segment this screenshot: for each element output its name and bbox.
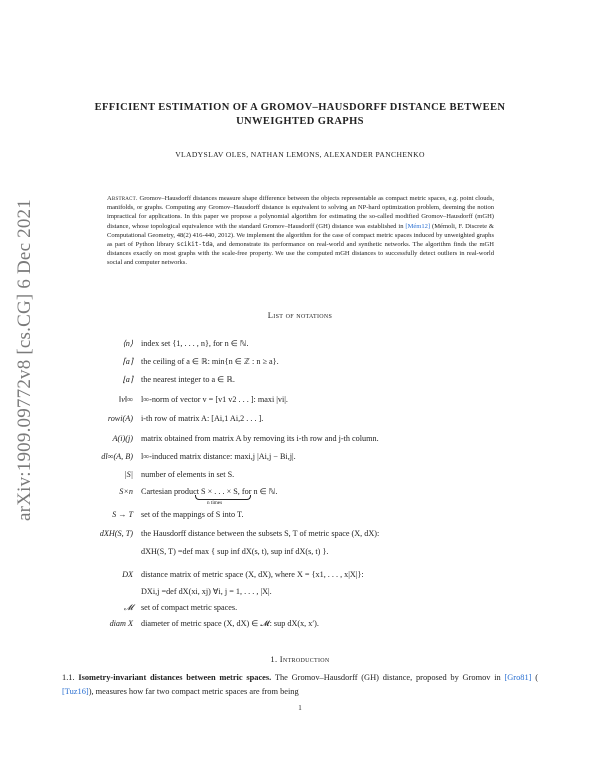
notation-row xyxy=(0,374,600,386)
notation-symbol: dXH(S, T) xyxy=(99,529,133,538)
notation-definition: diameter of metric space (X, dX) ∈ 𝓜: sup dX(x, x′). xyxy=(141,619,319,628)
notation-definition: the ceiling of a ∈ ℝ: min{n ∈ ℤ : n ≥ a}. xyxy=(141,357,279,366)
notation-definition: the Hausdorff distance between the subsets S, T of metric space (X, dX): xyxy=(141,529,380,538)
notation-symbol: ⌊a⌉ xyxy=(122,375,133,384)
notation-row xyxy=(0,451,600,463)
notation-row xyxy=(0,618,600,630)
notation-symbol: ⌈a⌉ xyxy=(122,357,133,366)
notation-definition: matrix obtained from matrix A by removing its i-th row and j-th column. xyxy=(141,434,379,443)
title-line-1: EFFICIENT ESTIMATION OF A GROMOV–HAUSDORFF DISTANCE BETWEEN xyxy=(94,102,506,113)
notation-definition: l∞-norm of vector v = [v1 v2 . . . ]: maxi |vi|. xyxy=(141,395,288,404)
notation-symbol: S×n xyxy=(119,487,133,496)
intro-text-1: The Gromov–Hausdorff (GH) distance, proposed by Gromov in xyxy=(271,673,505,682)
arxiv-identifier: arXiv:1909.09772v8 [cs.CG] 6 Dec 2021 xyxy=(14,199,35,521)
abstract-text-2: (Mémoli, F. Discrete & Computational Geometry, 48(2) 416-440, 2012). We implement the algorithm for the case of compact metric spaces induced by unweighted graphs as part of Python library xyxy=(107,222,494,249)
notation-symbol: ⟨n⟩ xyxy=(122,339,133,348)
notation-symbol: A(i)(j) xyxy=(112,434,133,443)
notation-symbol: diam X xyxy=(109,619,133,628)
notation-row xyxy=(0,413,600,425)
notation-definition: Cartesian product S × . . . × S, for n ∈ ℕ. xyxy=(141,487,278,496)
abstract-text-3: , and demonstrate its performance on real-world and synthetic networks. The algorithm finds the mGH distances exactly on most graphs with the scale-free property. We use the computed mGH distances to successfully detect outliers in real-world social and computer networks. xyxy=(107,241,494,267)
notation-row xyxy=(0,356,600,368)
abstract-text-1: Gromov–Hausdorff distances measure shape difference between the objects representable as compact metric spaces, e.g. point clouds, manifolds, or graphs. Computing any Gromov–Hausdorff distance is equivalent to solving an NP-hard optimization problem, deeming the notion impractical for applications. In this paper we propose a polynomial algorithm for estimating the so-called modified Gromov–Hausdorff (mGH) distance, whose topological equivalence with the standard Gromov–Hausdorff (GH) distance was established in xyxy=(107,195,494,230)
subsection-number: 1.1. xyxy=(62,673,79,682)
intro-paragraph xyxy=(62,671,538,698)
notation-row xyxy=(0,486,600,506)
notations-heading: List of notations xyxy=(267,310,333,320)
notation-symbol: 𝓜 xyxy=(123,603,133,612)
notation-symbol: |S| xyxy=(124,470,133,479)
notation-symbol: rowi(A) xyxy=(107,414,133,423)
notation-row xyxy=(0,602,600,614)
notation-row xyxy=(0,586,600,598)
notation-definition: i-th row of matrix A: [Ai,1 Ai,2 . . . ]. xyxy=(141,414,264,423)
notation-definition: distance matrix of metric space (X, dX), where X = {x1, . . . , x|X|}: xyxy=(141,570,364,579)
notation-row xyxy=(0,569,600,581)
notation-symbol: ‖v‖∞ xyxy=(118,395,133,404)
notation-symbol: dl∞(A, B) xyxy=(101,452,133,461)
notation-row xyxy=(0,546,600,558)
notation-definition: l∞-induced matrix distance: maxi,j |Ai,j − Bi,j|. xyxy=(141,452,296,461)
abstract-label: Abstract. xyxy=(107,195,138,202)
notation-definition: DXi,j =def dX(xi, xj) ∀i, j = 1, . . . , |X|. xyxy=(141,587,272,596)
notation-row xyxy=(0,433,600,445)
citation-tuz16[interactable]: [Tuz16] xyxy=(62,686,89,696)
library-name: scikit-tda xyxy=(176,241,213,249)
title-line-2: UNWEIGHTED GRAPHS xyxy=(236,116,364,127)
notation-row xyxy=(0,338,600,350)
page-number: 1 xyxy=(298,704,302,712)
paper-authors: VLADYSLAV OLES, NATHAN LEMONS, ALEXANDER PANCHENKO xyxy=(175,150,425,159)
notation-definition: set of compact metric spaces. xyxy=(141,603,238,612)
notation-row xyxy=(0,394,600,406)
intro-text-2: ( xyxy=(531,673,538,682)
intro-text-3: ), measures how far two compact metric spaces are from being xyxy=(88,686,299,696)
notation-row xyxy=(0,509,600,521)
subsection-title: Isometry-invariant distances between metric spaces. xyxy=(78,673,272,682)
notation-definition: the nearest integer to a ∈ ℝ. xyxy=(141,375,235,384)
notation-symbol: DX xyxy=(122,570,133,579)
notation-row xyxy=(0,469,600,481)
underbrace-label: n times xyxy=(207,500,223,506)
notation-definition: number of elements in set S. xyxy=(141,470,235,479)
notation-symbol: S → T xyxy=(112,510,133,519)
notation-row xyxy=(0,528,600,540)
citation-gro81[interactable]: [Gro81] xyxy=(504,673,532,682)
notation-definition: set of the mappings of S into T. xyxy=(141,510,244,519)
citation-mem12[interactable]: [Mém12] xyxy=(405,222,431,230)
section-heading: 1. Introduction xyxy=(270,654,330,664)
notation-definition: index set {1, . . . , n}, for n ∈ ℕ. xyxy=(141,339,249,348)
underbrace xyxy=(195,495,251,500)
notation-definition: dXH(S, T) =def max { sup inf dX(s, t), sup inf dX(s, t) }. xyxy=(141,547,329,556)
